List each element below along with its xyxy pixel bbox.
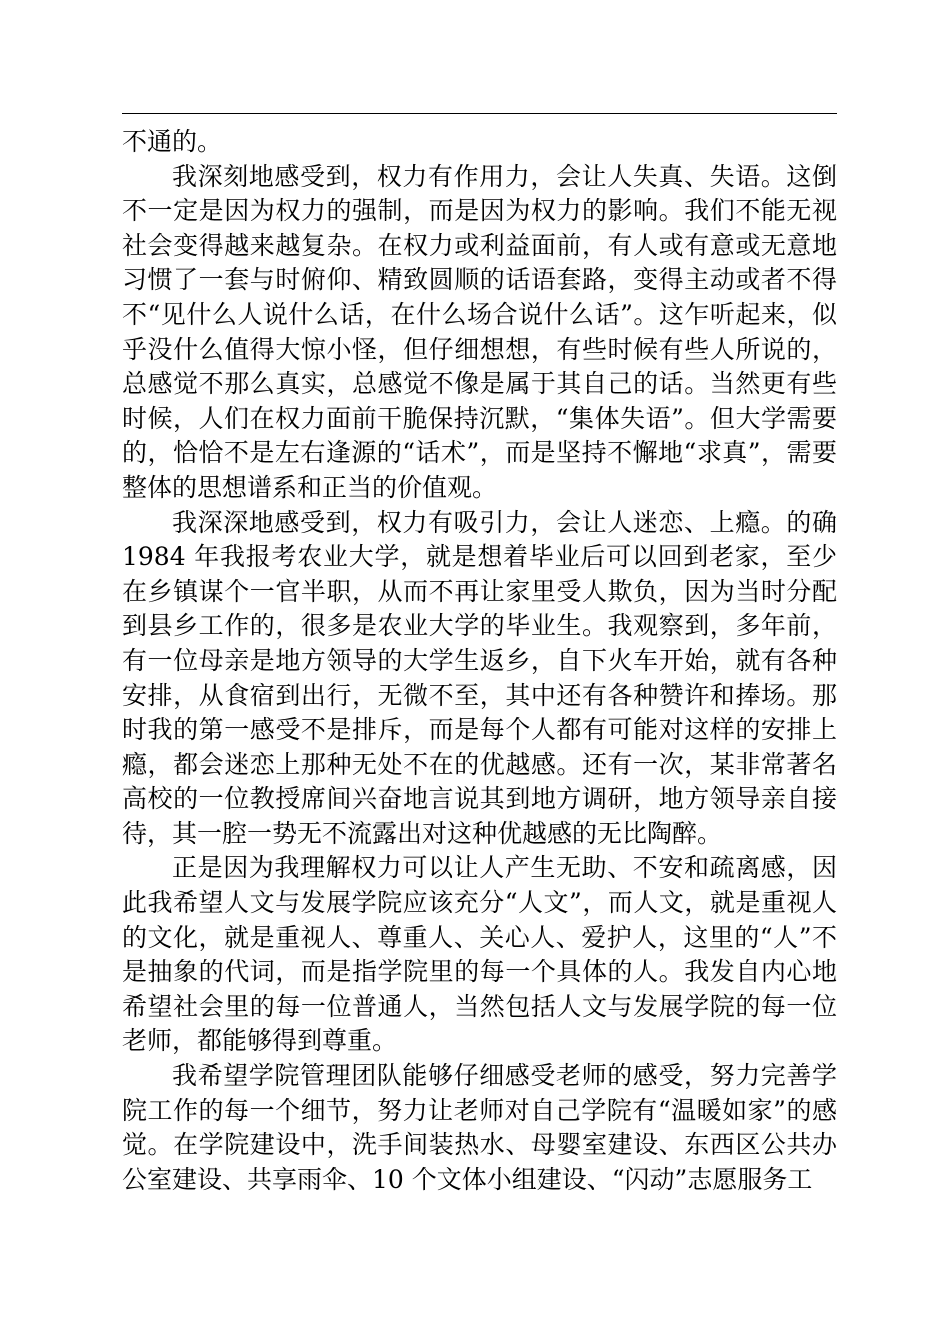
paragraph-continuation: 不通的。 <box>122 127 223 156</box>
paragraph-power-attraction: 我深深地感受到，权力有吸引力，会让人迷恋、上瘾。的确1984 年我报考农业大学，就是想着毕业后可以回到老家，至少在乡镇谋个一官半职，从而不再让家里受人欺负，因为当时分配到县乡工作的，很多是农业大学的毕业生。我观察到，多年前，有一位母亲是地方领导的大学生返乡，自下火车开始，就有各种安排，从食宿到出行，无微不至，其中还有各种赞许和捧场。那时我的第一感受不是排斥，而是每个人都有可能对这样的安排上瘾，都会迷恋上那种无处不在的优越感。还有一次，某非常著名高校的一位教授席间兴奋地言说其到地方调研，地方领导亲自接待，其一腔一势无不流露出对这种优越感的无比陶醉。 <box>122 507 837 848</box>
body-text <box>122 125 837 1197</box>
header-rule <box>122 113 837 114</box>
paragraph-humanities-respect: 正是因为我理解权力可以让人产生无助、不安和疏离感，因此我希望人文与发展学院应该充分“人文”，而人文，就是重视人的文化，就是重视人、尊重人、关心人、爱护人，这里的“人”不是抽象的代词，而是指学院里的每一个具体的人。我发自内心地希望社会里的每一位普通人，当然包括人文与发展学院的每一位老师，都能够得到尊重。 <box>122 853 837 1056</box>
paragraph-college-management: 我希望学院管理团队能够仔细感受老师的感受，努力完善学院工作的每一个细节，努力让老师对自己学院有“温暖如家”的感觉。在学院建设中，洗手间装热水、母婴室建设、东西区公共办公室建设、共享雨伞、10 个文体小组建设、“闪动”志愿服务工 <box>122 1061 837 1194</box>
paragraph-power-influence: 我深刻地感受到，权力有作用力，会让人失真、失语。这倒不一定是因为权力的强制，而是因为权力的影响。我们不能无视社会变得越来越复杂。在权力或利益面前，有人或有意或无意地习惯了一套与时俯仰、精致圆顺的话语套路，变得主动或者不得不“见什么人说什么话，在什么场合说什么话”。这乍听起来，似乎没什么值得大惊小怪，但仔细想想，有些时候有些人所说的，总感觉不那么真实，总感觉不像是属于其自己的话。当然更有些时候，人们在权力面前干脆保持沉默，“集体失语”。但大学需要的，恰恰不是左右逢源的“话术”，而是坚持不懈地“求真”，需要整体的思想谱系和正当的价值观。 <box>122 161 837 502</box>
